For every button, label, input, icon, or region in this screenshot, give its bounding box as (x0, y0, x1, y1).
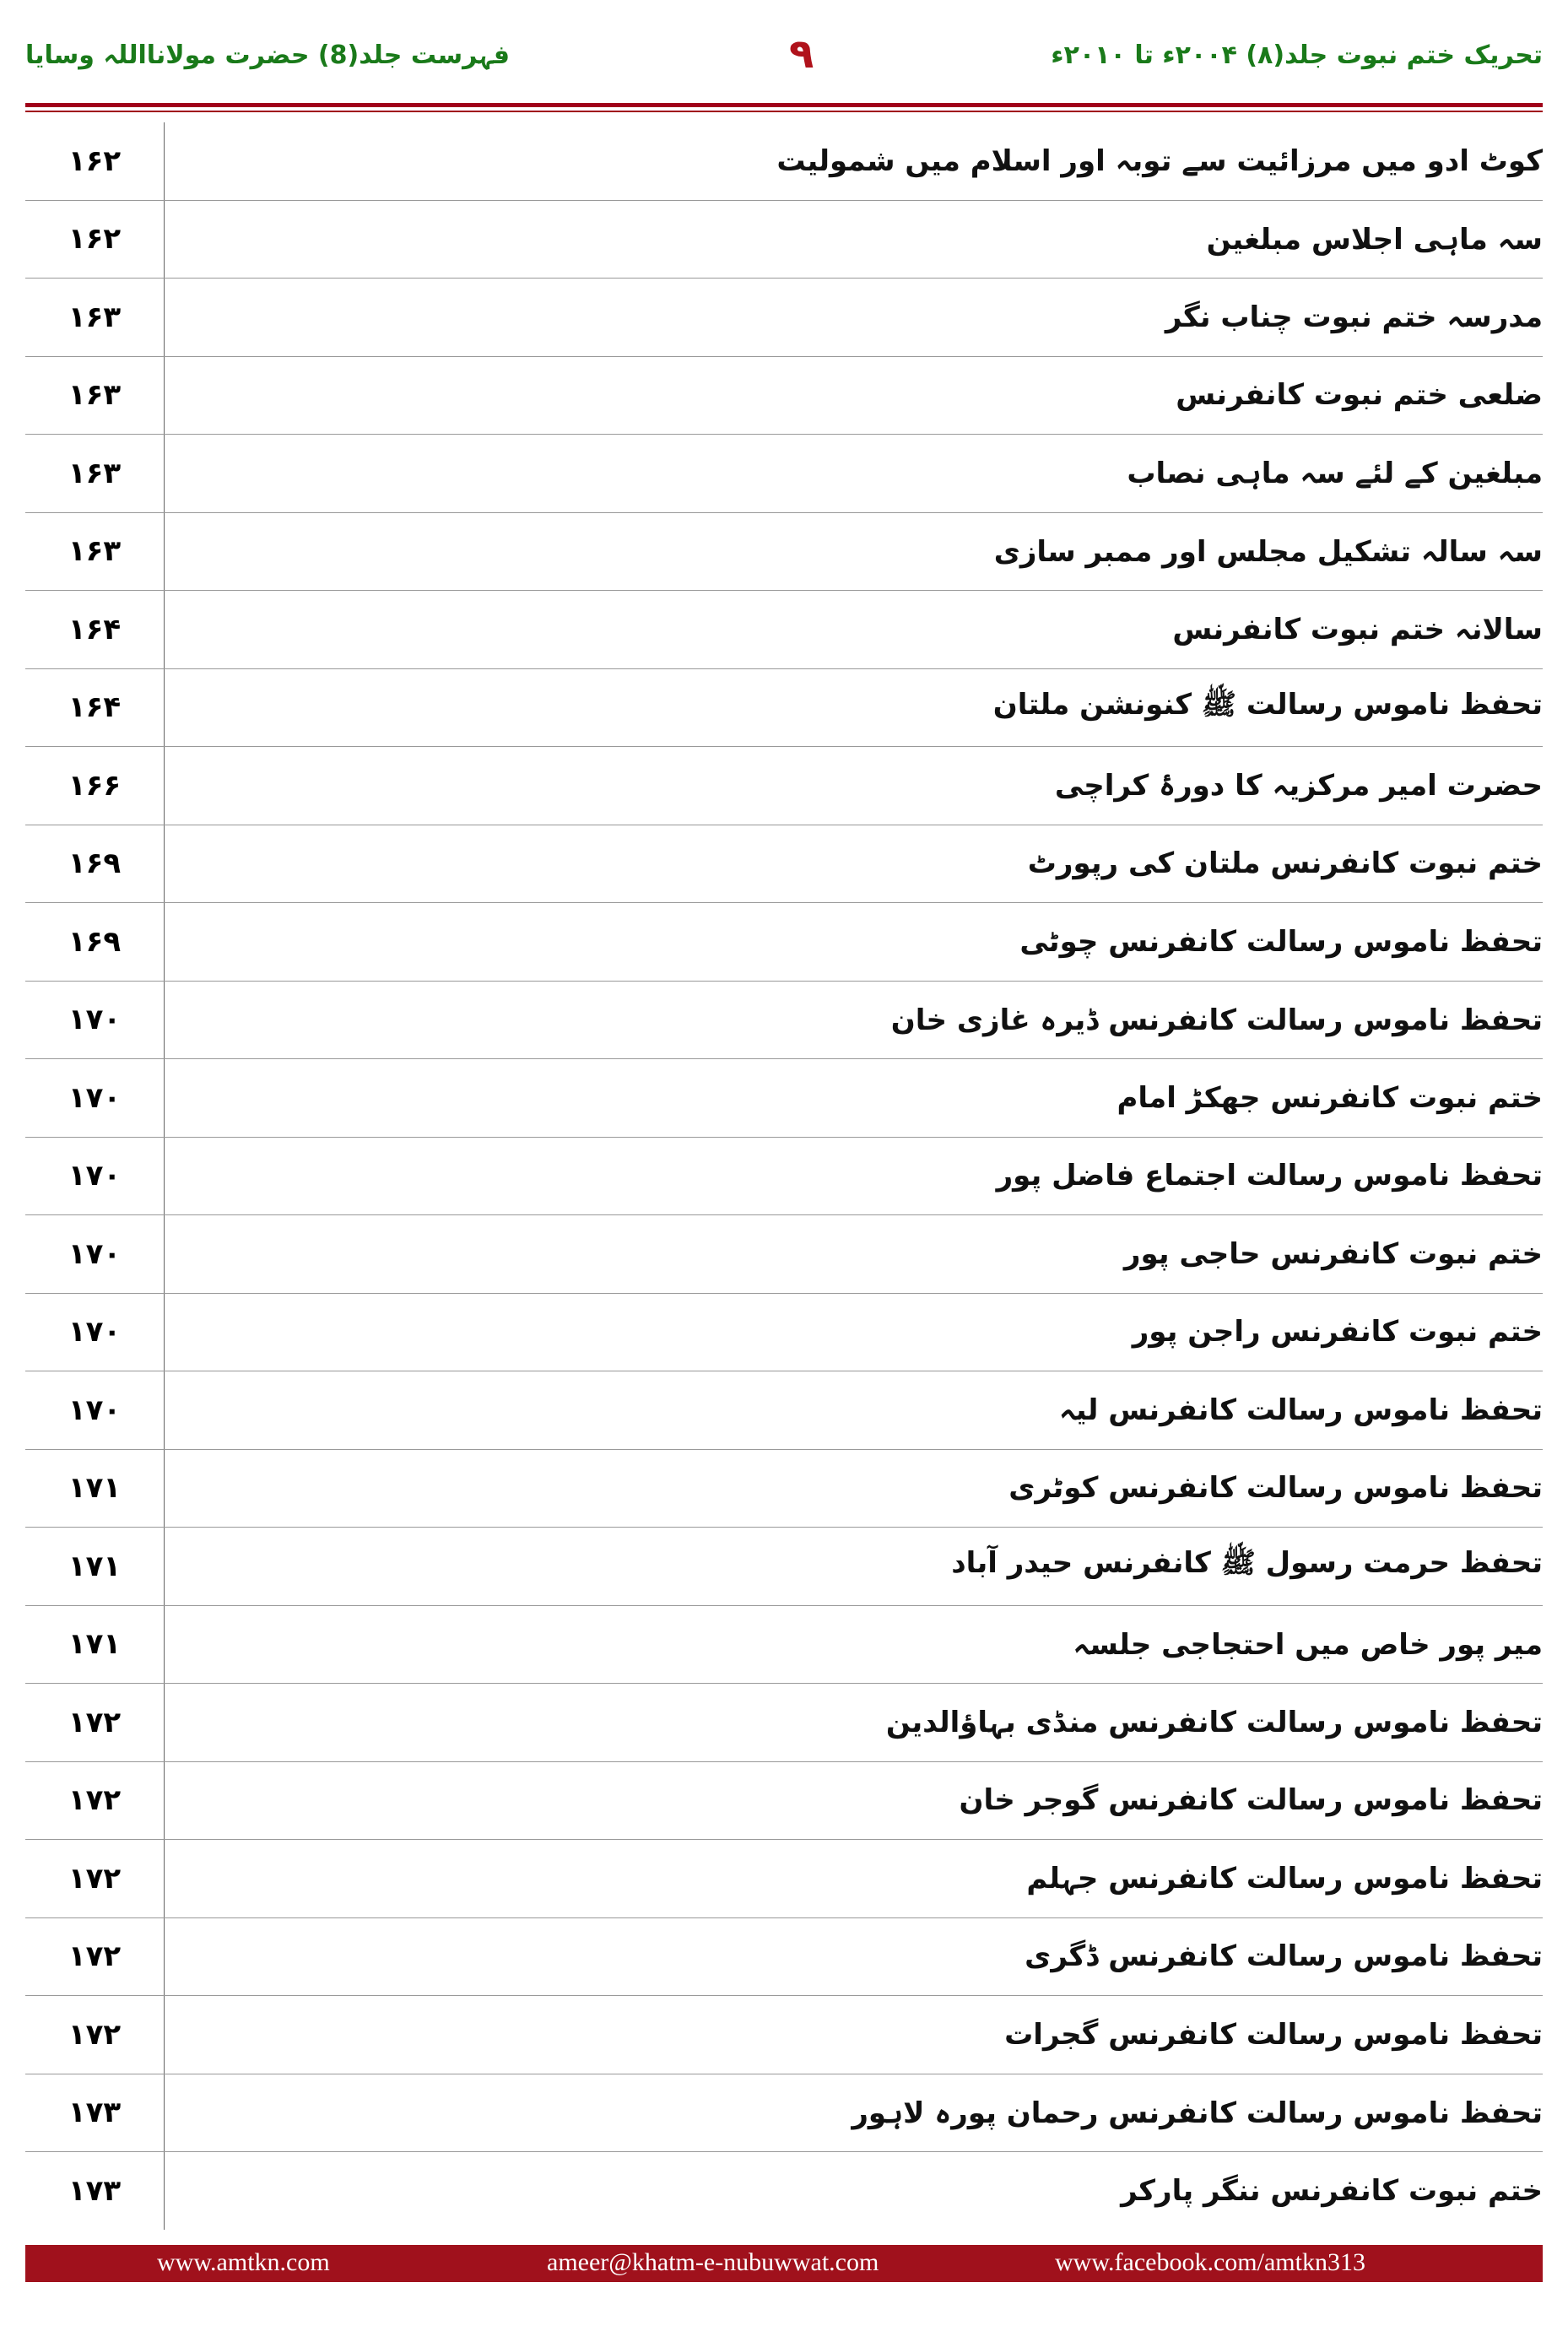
toc-title: مبلغین کے لئے سہ ماہی نصاب (1127, 457, 1543, 491)
toc-title: تحفظ ناموس رسالت کانفرنس رحمان پورہ لاہور (852, 2096, 1543, 2130)
toc-page: ۱۷۰ (68, 1236, 122, 1271)
toc-title: ختم نبوت کانفرنس ننگر پارکر (1121, 2173, 1543, 2208)
toc-title: تحفظ ناموس رسالت کانفرنس جہلم (1026, 1862, 1543, 1896)
facebook-link[interactable]: www.facebook.com/amtkn313 (1055, 2248, 1365, 2276)
column-divider (164, 1762, 165, 1840)
toc-page: ۱۶۶ (68, 768, 122, 803)
column-divider (164, 1138, 165, 1215)
toc-page: ۱۶۹ (68, 846, 122, 881)
toc-row (25, 513, 1543, 592)
toc-row (25, 1840, 1543, 1918)
toc-page: ۱۷۳ (68, 2173, 122, 2208)
toc-title: تحفظ ناموس رسالت کانفرنس کوٹری (1008, 1471, 1543, 1506)
column-divider (164, 982, 165, 1059)
column-divider (164, 669, 165, 747)
column-divider (164, 747, 165, 825)
toc-row (25, 669, 1543, 748)
toc-row (25, 279, 1543, 357)
toc-page: ۱۶۲ (68, 143, 122, 178)
toc-title: تحفظ ناموس رسالت کانفرنس لیہ (1058, 1393, 1543, 1428)
header-rule-thin (25, 111, 1543, 112)
toc-row (25, 982, 1543, 1060)
toc-page: ۱۷۲ (68, 1705, 122, 1739)
column-divider (164, 1606, 165, 1684)
column-divider (164, 1059, 165, 1137)
header-book-title: تحریک ختم نبوت جلد(۸) ۲۰۰۴ء تا ۲۰۱۰ء (1051, 41, 1543, 70)
column-divider (164, 825, 165, 903)
toc-row (25, 122, 1543, 201)
toc-title: تحفظ ناموس رسالت کانفرنس منڈی بہاؤالدین (885, 1706, 1543, 1740)
toc-page: ۱۶۳ (68, 534, 122, 569)
toc-row (25, 435, 1543, 513)
toc-page: ۱۷۰ (68, 1159, 122, 1193)
toc-title: ختم نبوت کانفرنس جھکڑ امام (1117, 1080, 1543, 1115)
toc-title: ختم نبوت کانفرنس راجن پور (1132, 1315, 1543, 1349)
toc-title: تحفظ ناموس رسالت کانفرنس گجرات (1004, 2017, 1543, 2052)
toc-row (25, 1996, 1543, 2074)
toc-title: سالانہ ختم نبوت کانفرنس (1172, 613, 1543, 647)
column-divider (164, 1371, 165, 1449)
toc-page: ۱۷۰ (68, 1003, 122, 1037)
toc-title: تحفظ ناموس رسالت کانفرنس گوجر خان (959, 1783, 1543, 1818)
toc-page: ۱۷۰ (68, 1315, 122, 1349)
toc-row (25, 1684, 1543, 1762)
column-divider (164, 591, 165, 668)
toc-title: مدرسہ ختم نبوت چناب نگر (1165, 300, 1543, 335)
toc-row (25, 825, 1543, 904)
toc-page: ۱۷۱ (68, 1549, 122, 1583)
toc-row (25, 1528, 1543, 1606)
toc-page: ۱۶۴ (68, 690, 122, 725)
column-divider (164, 435, 165, 512)
column-divider (164, 2074, 165, 2152)
toc-page: ۱۷۳ (68, 2096, 122, 2130)
toc-title: تحفظ ناموس رسالت کانفرنس ڈیرہ غازی خان (890, 1003, 1543, 1037)
website-link[interactable]: www.amtkn.com (157, 2248, 330, 2276)
column-divider (164, 1528, 165, 1605)
toc-title: سہ ماہی اجلاس مبلغین (1206, 222, 1543, 257)
header-rule (25, 103, 1543, 107)
column-divider (164, 1918, 165, 1996)
toc-page: ۱۷۲ (68, 1939, 122, 1974)
column-divider (164, 1996, 165, 2074)
toc-row (25, 1371, 1543, 1450)
toc-title: میر پور خاص میں احتجاجی جلسہ (1073, 1627, 1543, 1662)
toc-row (25, 357, 1543, 435)
toc-page: ۱۷۰ (68, 1393, 122, 1427)
toc-page: ۱۶۳ (68, 300, 122, 334)
column-divider (164, 1684, 165, 1761)
toc-row (25, 1606, 1543, 1685)
toc-title: تحفظ ناموس رسالت ﷺ کنونشن ملتان (992, 687, 1543, 722)
toc-row (25, 1762, 1543, 1841)
toc-row (25, 591, 1543, 669)
toc-page: ۱۶۳ (68, 378, 122, 413)
toc-row (25, 903, 1543, 982)
column-divider (164, 279, 165, 356)
column-divider (164, 2152, 165, 2230)
page-number: ۹ (789, 30, 814, 78)
toc-page: ۱۷۰ (68, 1080, 122, 1115)
toc-title: تحفظ ناموس رسالت کانفرنس ڈگری (1025, 1939, 1543, 1974)
toc-row (25, 201, 1543, 279)
toc-title: کوٹ ادو میں مرزائیت سے توبہ اور اسلام میں شمولیت (776, 144, 1543, 179)
column-divider (164, 1840, 165, 1917)
page-footer (25, 2245, 1543, 2282)
email-link[interactable]: ameer@khatm-e-nubuwwat.com (547, 2248, 879, 2276)
toc-page: ۱۷۱ (68, 1627, 122, 1662)
toc-title: تحفظ ناموس رسالت اجتماع فاضل پور (996, 1159, 1543, 1193)
header-index-title: فہرست جلد(8) حضرت مولانااللہ وسایا (25, 41, 510, 70)
toc-row (25, 747, 1543, 825)
toc-title: سہ سالہ تشکیل مجلس اور ممبر سازی (993, 534, 1543, 569)
toc-title: ضلعی ختم نبوت کانفرنس (1176, 378, 1543, 413)
column-divider (164, 357, 165, 435)
toc-row (25, 2074, 1543, 2153)
column-divider (164, 513, 165, 591)
column-divider (164, 1450, 165, 1528)
toc-title: ختم نبوت کانفرنس حاجی پور (1123, 1236, 1543, 1271)
toc-row (25, 1918, 1543, 1997)
toc-page: ۱۷۲ (68, 1783, 122, 1818)
toc-row (25, 1138, 1543, 1216)
toc-title: حضرت امیر مرکزیہ کا دورۂ کراچی (1054, 769, 1543, 803)
toc-title: ختم نبوت کانفرنس ملتان کی رپورٹ (1027, 846, 1543, 881)
toc-title: تحفظ حرمت رسول ﷺ کانفرنس حیدر آباد (951, 1546, 1543, 1581)
toc-page: ۱۶۹ (68, 924, 122, 959)
toc-page: ۱۷۲ (68, 2017, 122, 2052)
toc-page: ۱۶۴ (68, 612, 122, 646)
toc-row (25, 1215, 1543, 1294)
toc-row (25, 1294, 1543, 1372)
column-divider (164, 1294, 165, 1371)
column-divider (164, 1215, 165, 1293)
toc-row (25, 1059, 1543, 1138)
column-divider (164, 122, 165, 200)
toc-page: ۱۶۲ (68, 222, 122, 257)
toc-title: تحفظ ناموس رسالت کانفرنس چوٹی (1019, 924, 1543, 959)
toc-page: ۱۷۲ (68, 1861, 122, 1896)
column-divider (164, 201, 165, 279)
column-divider (164, 903, 165, 981)
toc-row (25, 1450, 1543, 1528)
page-header (25, 30, 1543, 93)
toc-row (25, 2152, 1543, 2230)
table-of-contents (25, 122, 1543, 2230)
toc-page: ۱۶۳ (68, 456, 122, 490)
toc-page: ۱۷۱ (68, 1471, 122, 1506)
